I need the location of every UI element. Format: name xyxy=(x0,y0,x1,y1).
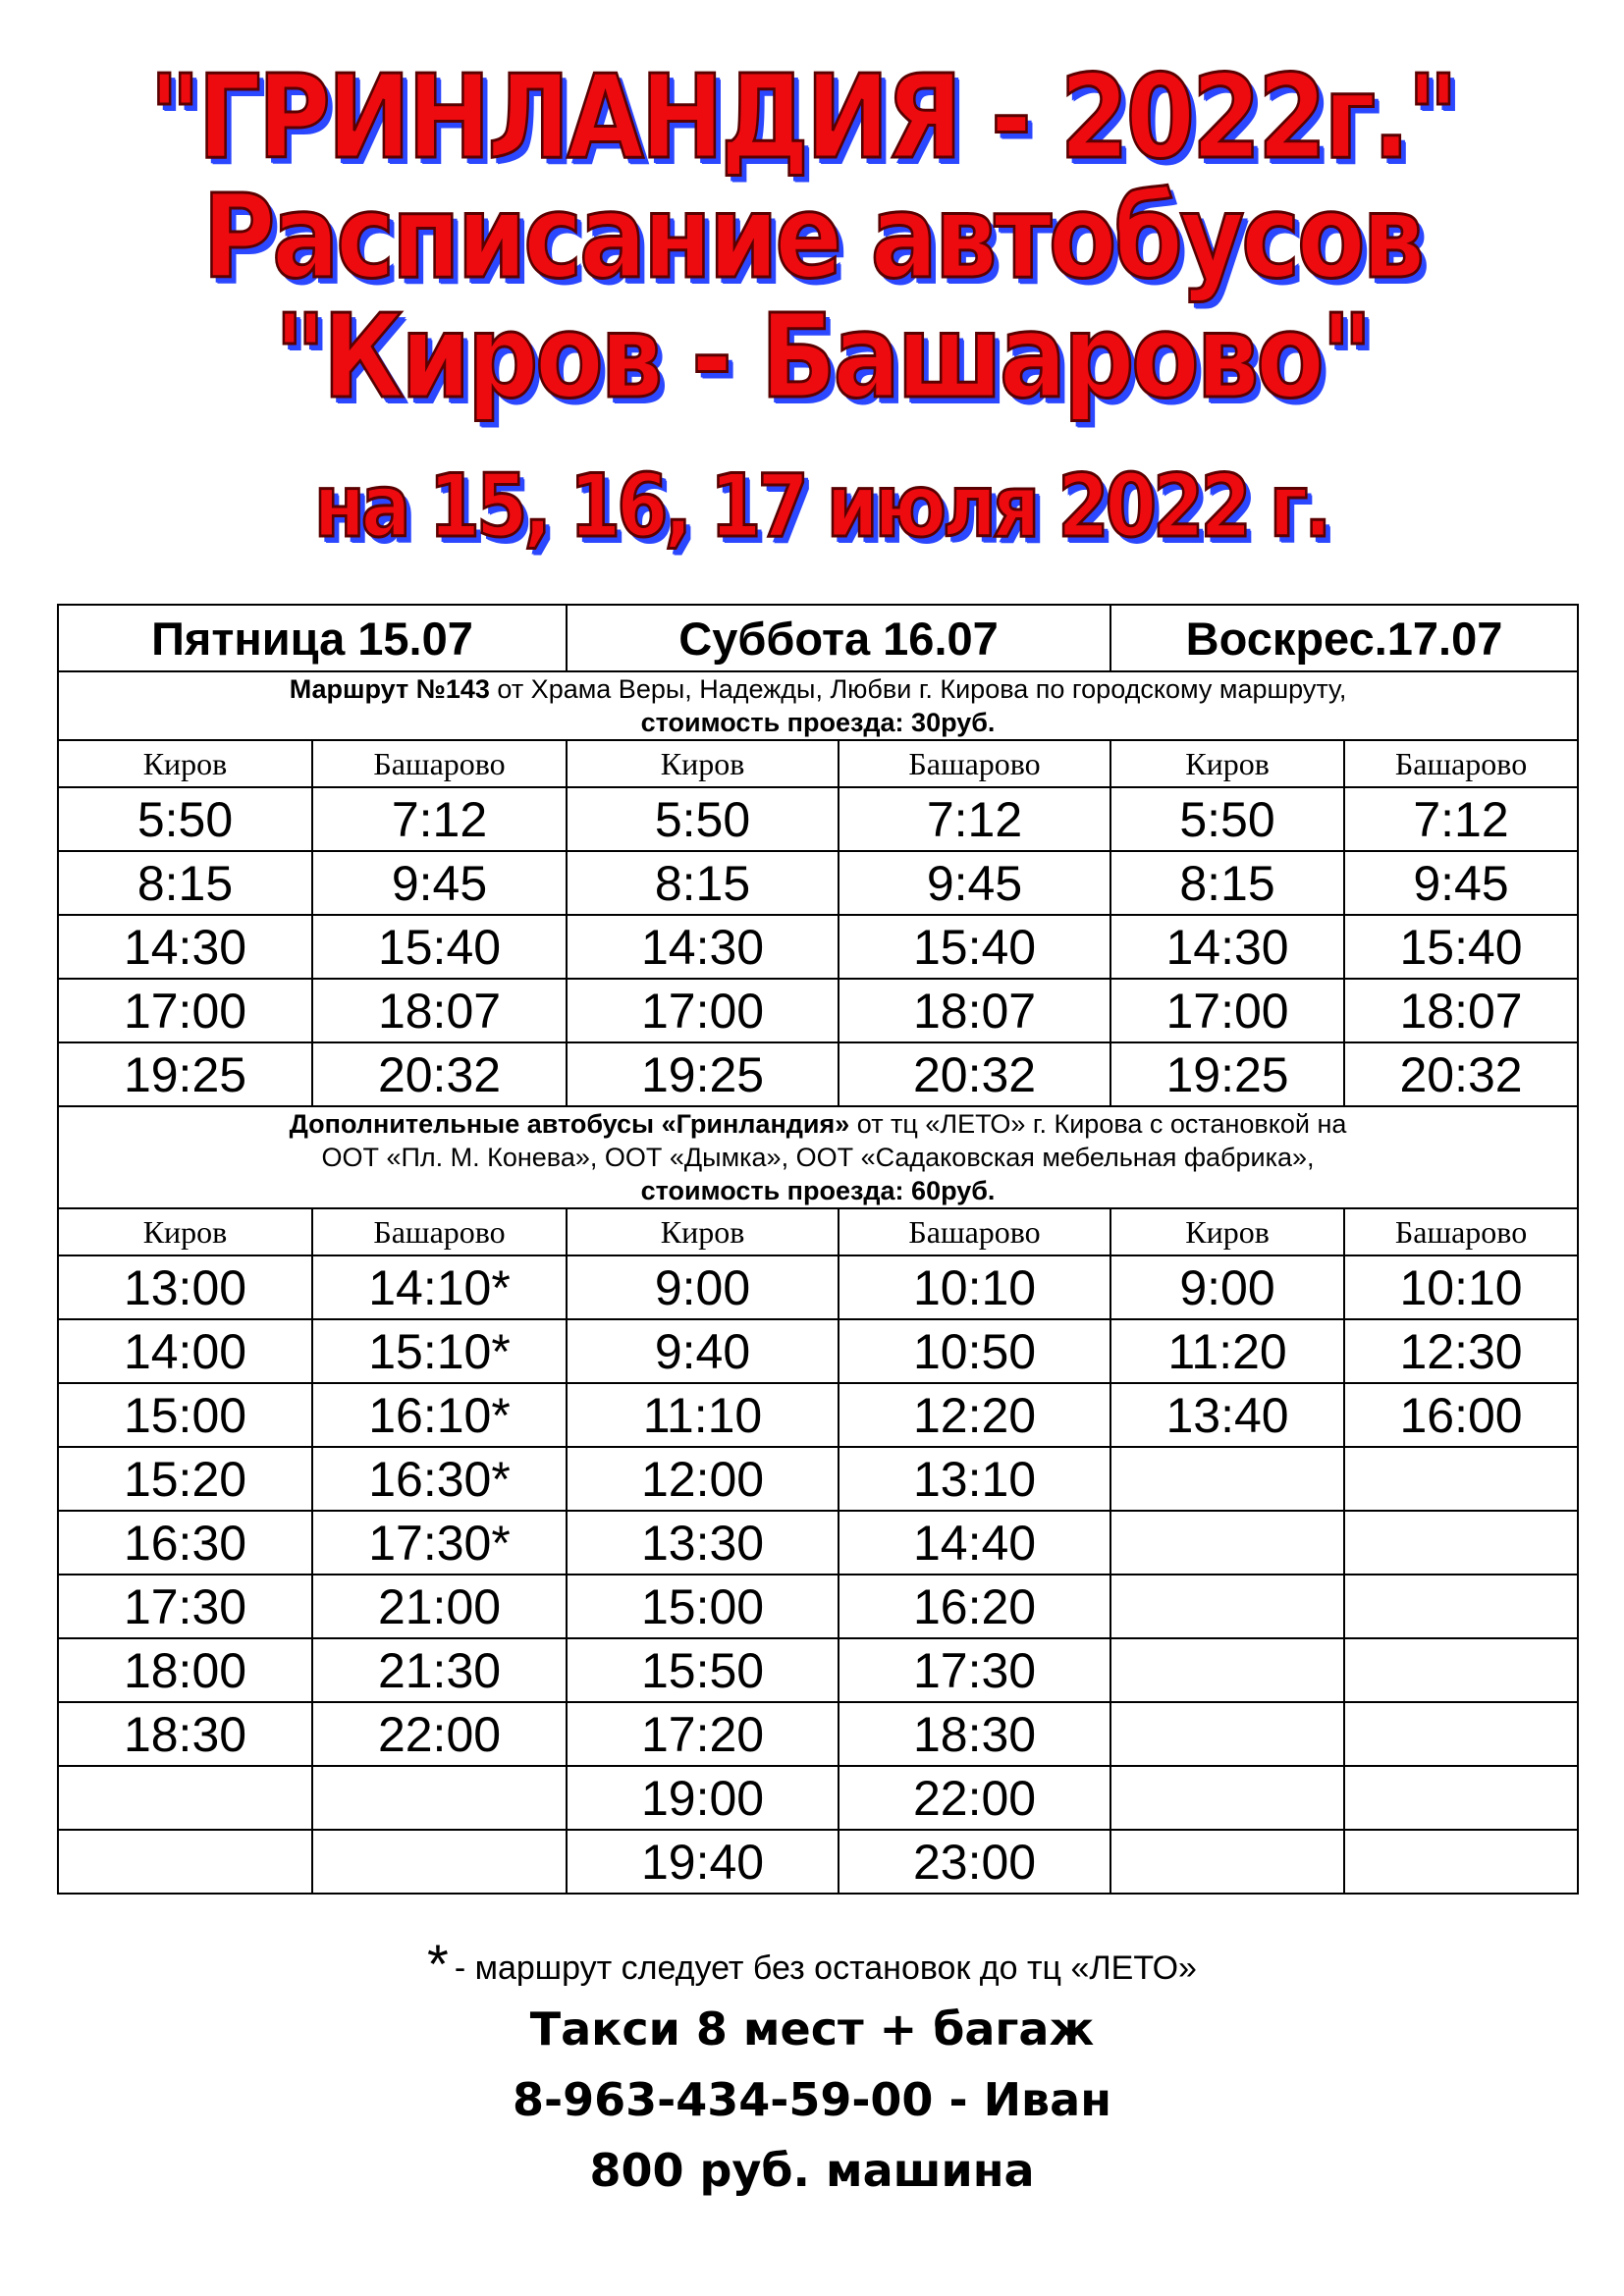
time-cell: 9:45 xyxy=(839,851,1110,915)
time-cell xyxy=(1110,1511,1344,1575)
time-cell: 16:30* xyxy=(312,1447,567,1511)
route143-note-row xyxy=(58,671,1578,740)
extra-description-2: ООТ «Пл. М. Конева», ООТ «Дымка», ООТ «Садаковская мебельная фабрика», xyxy=(321,1143,1315,1172)
route143-price: стоимость проезда: 30руб. xyxy=(640,708,996,737)
footnote-star: * xyxy=(427,1933,449,1995)
time-cell: 13:40 xyxy=(1110,1383,1344,1447)
time-cell xyxy=(1110,1575,1344,1638)
time-cell xyxy=(1344,1830,1578,1894)
time-cell: 5:50 xyxy=(58,787,312,851)
time-cell: 5:50 xyxy=(567,787,839,851)
time-cell: 17:00 xyxy=(1110,979,1344,1042)
extra-time-row xyxy=(58,1319,1578,1383)
stop-header-kirov: Киров xyxy=(58,740,312,787)
time-cell xyxy=(1344,1702,1578,1766)
time-cell xyxy=(1110,1447,1344,1511)
time-cell: 12:20 xyxy=(839,1383,1110,1447)
day-header-sunday: Воскрес.17.07 xyxy=(1110,605,1578,671)
time-cell: 19:25 xyxy=(58,1042,312,1106)
time-cell: 8:15 xyxy=(1110,851,1344,915)
time-cell xyxy=(1110,1830,1344,1894)
stop-header-basharovo: Башарово xyxy=(1344,740,1578,787)
time-cell: 11:20 xyxy=(1110,1319,1344,1383)
time-cell: 9:40 xyxy=(567,1319,839,1383)
time-cell: 13:00 xyxy=(58,1255,312,1319)
time-cell: 15:40 xyxy=(839,915,1110,979)
stop-header-kirov: Киров xyxy=(1110,1208,1344,1255)
stop-header-basharovo: Башарово xyxy=(1344,1208,1578,1255)
time-cell: 14:40 xyxy=(839,1511,1110,1575)
time-cell: 21:30 xyxy=(312,1638,567,1702)
time-cell: 5:50 xyxy=(1110,787,1344,851)
time-cell: 22:00 xyxy=(312,1702,567,1766)
time-cell: 15:50 xyxy=(567,1638,839,1702)
time-cell: 10:10 xyxy=(1344,1255,1578,1319)
time-cell: 14:10* xyxy=(312,1255,567,1319)
stops-header-row xyxy=(58,1208,1578,1255)
time-cell: 14:30 xyxy=(1110,915,1344,979)
schedule-table xyxy=(57,604,1579,1895)
time-cell: 9:00 xyxy=(567,1255,839,1319)
time-cell: 21:00 xyxy=(312,1575,567,1638)
footnote-text: - маршрут следует без остановок до тц «ЛЕТО» xyxy=(454,1949,1197,1987)
extra-time-row xyxy=(58,1511,1578,1575)
time-cell: 15:20 xyxy=(58,1447,312,1511)
stop-header-basharovo: Башарово xyxy=(312,740,567,787)
extra-note-row xyxy=(58,1106,1578,1208)
day-header-row xyxy=(58,605,1578,671)
time-cell: 17:30 xyxy=(58,1575,312,1638)
time-cell xyxy=(1344,1575,1578,1638)
time-cell: 19:00 xyxy=(567,1766,839,1830)
time-cell: 14:00 xyxy=(58,1319,312,1383)
route143-description: от Храма Веры, Надежды, Любви г. Кирова по городскому маршруту, xyxy=(489,674,1347,704)
time-cell: 19:25 xyxy=(567,1042,839,1106)
taxi-price: 800 руб. машина xyxy=(589,2144,1035,2197)
time-cell xyxy=(312,1830,567,1894)
route143-time-row xyxy=(58,851,1578,915)
extra-time-row xyxy=(58,1575,1578,1638)
time-cell: 13:30 xyxy=(567,1511,839,1575)
time-cell xyxy=(1344,1447,1578,1511)
time-cell: 17:00 xyxy=(58,979,312,1042)
stop-header-basharovo: Башарово xyxy=(839,1208,1110,1255)
stop-header-kirov: Киров xyxy=(58,1208,312,1255)
time-cell: 7:12 xyxy=(1344,787,1578,851)
taxi-phone: 8-963-434-59-00 - Иван xyxy=(513,2073,1111,2126)
time-cell: 14:30 xyxy=(567,915,839,979)
time-cell: 16:10* xyxy=(312,1383,567,1447)
route143-time-row xyxy=(58,915,1578,979)
extra-description-1: от тц «ЛЕТО» г. Кирова с остановкой на xyxy=(849,1109,1347,1139)
time-cell: 18:30 xyxy=(839,1702,1110,1766)
time-cell: 17:20 xyxy=(567,1702,839,1766)
time-cell xyxy=(1344,1511,1578,1575)
stop-header-basharovo: Башарово xyxy=(839,740,1110,787)
time-cell: 8:15 xyxy=(58,851,312,915)
time-cell: 18:07 xyxy=(312,979,567,1042)
time-cell: 15:00 xyxy=(567,1575,839,1638)
time-cell: 14:30 xyxy=(58,915,312,979)
time-cell: 20:32 xyxy=(312,1042,567,1106)
time-cell: 12:30 xyxy=(1344,1319,1578,1383)
time-cell: 12:00 xyxy=(567,1447,839,1511)
time-cell xyxy=(58,1766,312,1830)
time-cell: 7:12 xyxy=(839,787,1110,851)
extra-time-row xyxy=(58,1702,1578,1766)
time-cell xyxy=(1110,1702,1344,1766)
taxi-offer: Такси 8 мест + багаж xyxy=(529,2002,1095,2056)
time-cell: 16:30 xyxy=(58,1511,312,1575)
time-cell: 15:00 xyxy=(58,1383,312,1447)
time-cell: 10:10 xyxy=(839,1255,1110,1319)
time-cell: 15:10* xyxy=(312,1319,567,1383)
poster-title xyxy=(0,49,1624,557)
time-cell: 18:30 xyxy=(58,1702,312,1766)
time-cell: 11:10 xyxy=(567,1383,839,1447)
time-cell: 17:00 xyxy=(567,979,839,1042)
time-cell xyxy=(1344,1638,1578,1702)
time-cell: 16:20 xyxy=(839,1575,1110,1638)
time-cell: 16:00 xyxy=(1344,1383,1578,1447)
title-event: "ГРИНЛАНДИЯ - 2022г." xyxy=(148,49,1456,185)
time-cell: 17:30 xyxy=(839,1638,1110,1702)
time-cell: 18:07 xyxy=(1344,979,1578,1042)
time-cell: 18:07 xyxy=(839,979,1110,1042)
extra-time-row xyxy=(58,1447,1578,1511)
stops-header-row xyxy=(58,740,1578,787)
extra-time-row xyxy=(58,1383,1578,1447)
time-cell: 13:10 xyxy=(839,1447,1110,1511)
route143-time-row xyxy=(58,787,1578,851)
time-cell: 9:45 xyxy=(312,851,567,915)
stop-header-kirov: Киров xyxy=(1110,740,1344,787)
time-cell: 19:25 xyxy=(1110,1042,1344,1106)
time-cell xyxy=(58,1830,312,1894)
route143-note xyxy=(58,671,1578,740)
time-cell: 19:40 xyxy=(567,1830,839,1894)
time-cell xyxy=(1110,1766,1344,1830)
time-cell: 9:00 xyxy=(1110,1255,1344,1319)
time-cell: 20:32 xyxy=(839,1042,1110,1106)
extra-title: Дополнительные автобусы «Гринландия» xyxy=(289,1109,850,1139)
title-dates: на 15, 16, 17 июля 2022 г. xyxy=(313,455,1328,557)
time-cell: 15:40 xyxy=(1344,915,1578,979)
route143-number: Маршрут №143 xyxy=(289,674,490,704)
time-cell xyxy=(1344,1766,1578,1830)
time-cell: 20:32 xyxy=(1344,1042,1578,1106)
time-cell: 18:00 xyxy=(58,1638,312,1702)
stop-header-basharovo: Башарово xyxy=(312,1208,567,1255)
route143-time-row xyxy=(58,979,1578,1042)
stop-header-kirov: Киров xyxy=(567,740,839,787)
footnote xyxy=(0,1932,1624,1996)
extra-time-row xyxy=(58,1638,1578,1702)
time-cell: 9:45 xyxy=(1344,851,1578,915)
extra-note xyxy=(58,1106,1578,1208)
time-cell: 23:00 xyxy=(839,1830,1110,1894)
day-header-saturday: Суббота 16.07 xyxy=(567,605,1110,671)
time-cell: 7:12 xyxy=(312,787,567,851)
time-cell xyxy=(312,1766,567,1830)
time-cell xyxy=(1110,1638,1344,1702)
time-cell: 17:30* xyxy=(312,1511,567,1575)
route143-time-row xyxy=(58,1042,1578,1106)
time-cell: 15:40 xyxy=(312,915,567,979)
extra-time-row xyxy=(58,1255,1578,1319)
stop-header-kirov: Киров xyxy=(567,1208,839,1255)
title-schedule: Расписание автобусов xyxy=(202,169,1422,304)
extra-time-row xyxy=(58,1830,1578,1894)
title-route: "Киров - Башарово" xyxy=(274,289,1370,424)
time-cell: 10:50 xyxy=(839,1319,1110,1383)
extra-time-row xyxy=(58,1766,1578,1830)
time-cell: 22:00 xyxy=(839,1766,1110,1830)
day-header-friday: Пятница 15.07 xyxy=(58,605,567,671)
extra-price: стоимость проезда: 60руб. xyxy=(640,1176,996,1205)
time-cell: 8:15 xyxy=(567,851,839,915)
